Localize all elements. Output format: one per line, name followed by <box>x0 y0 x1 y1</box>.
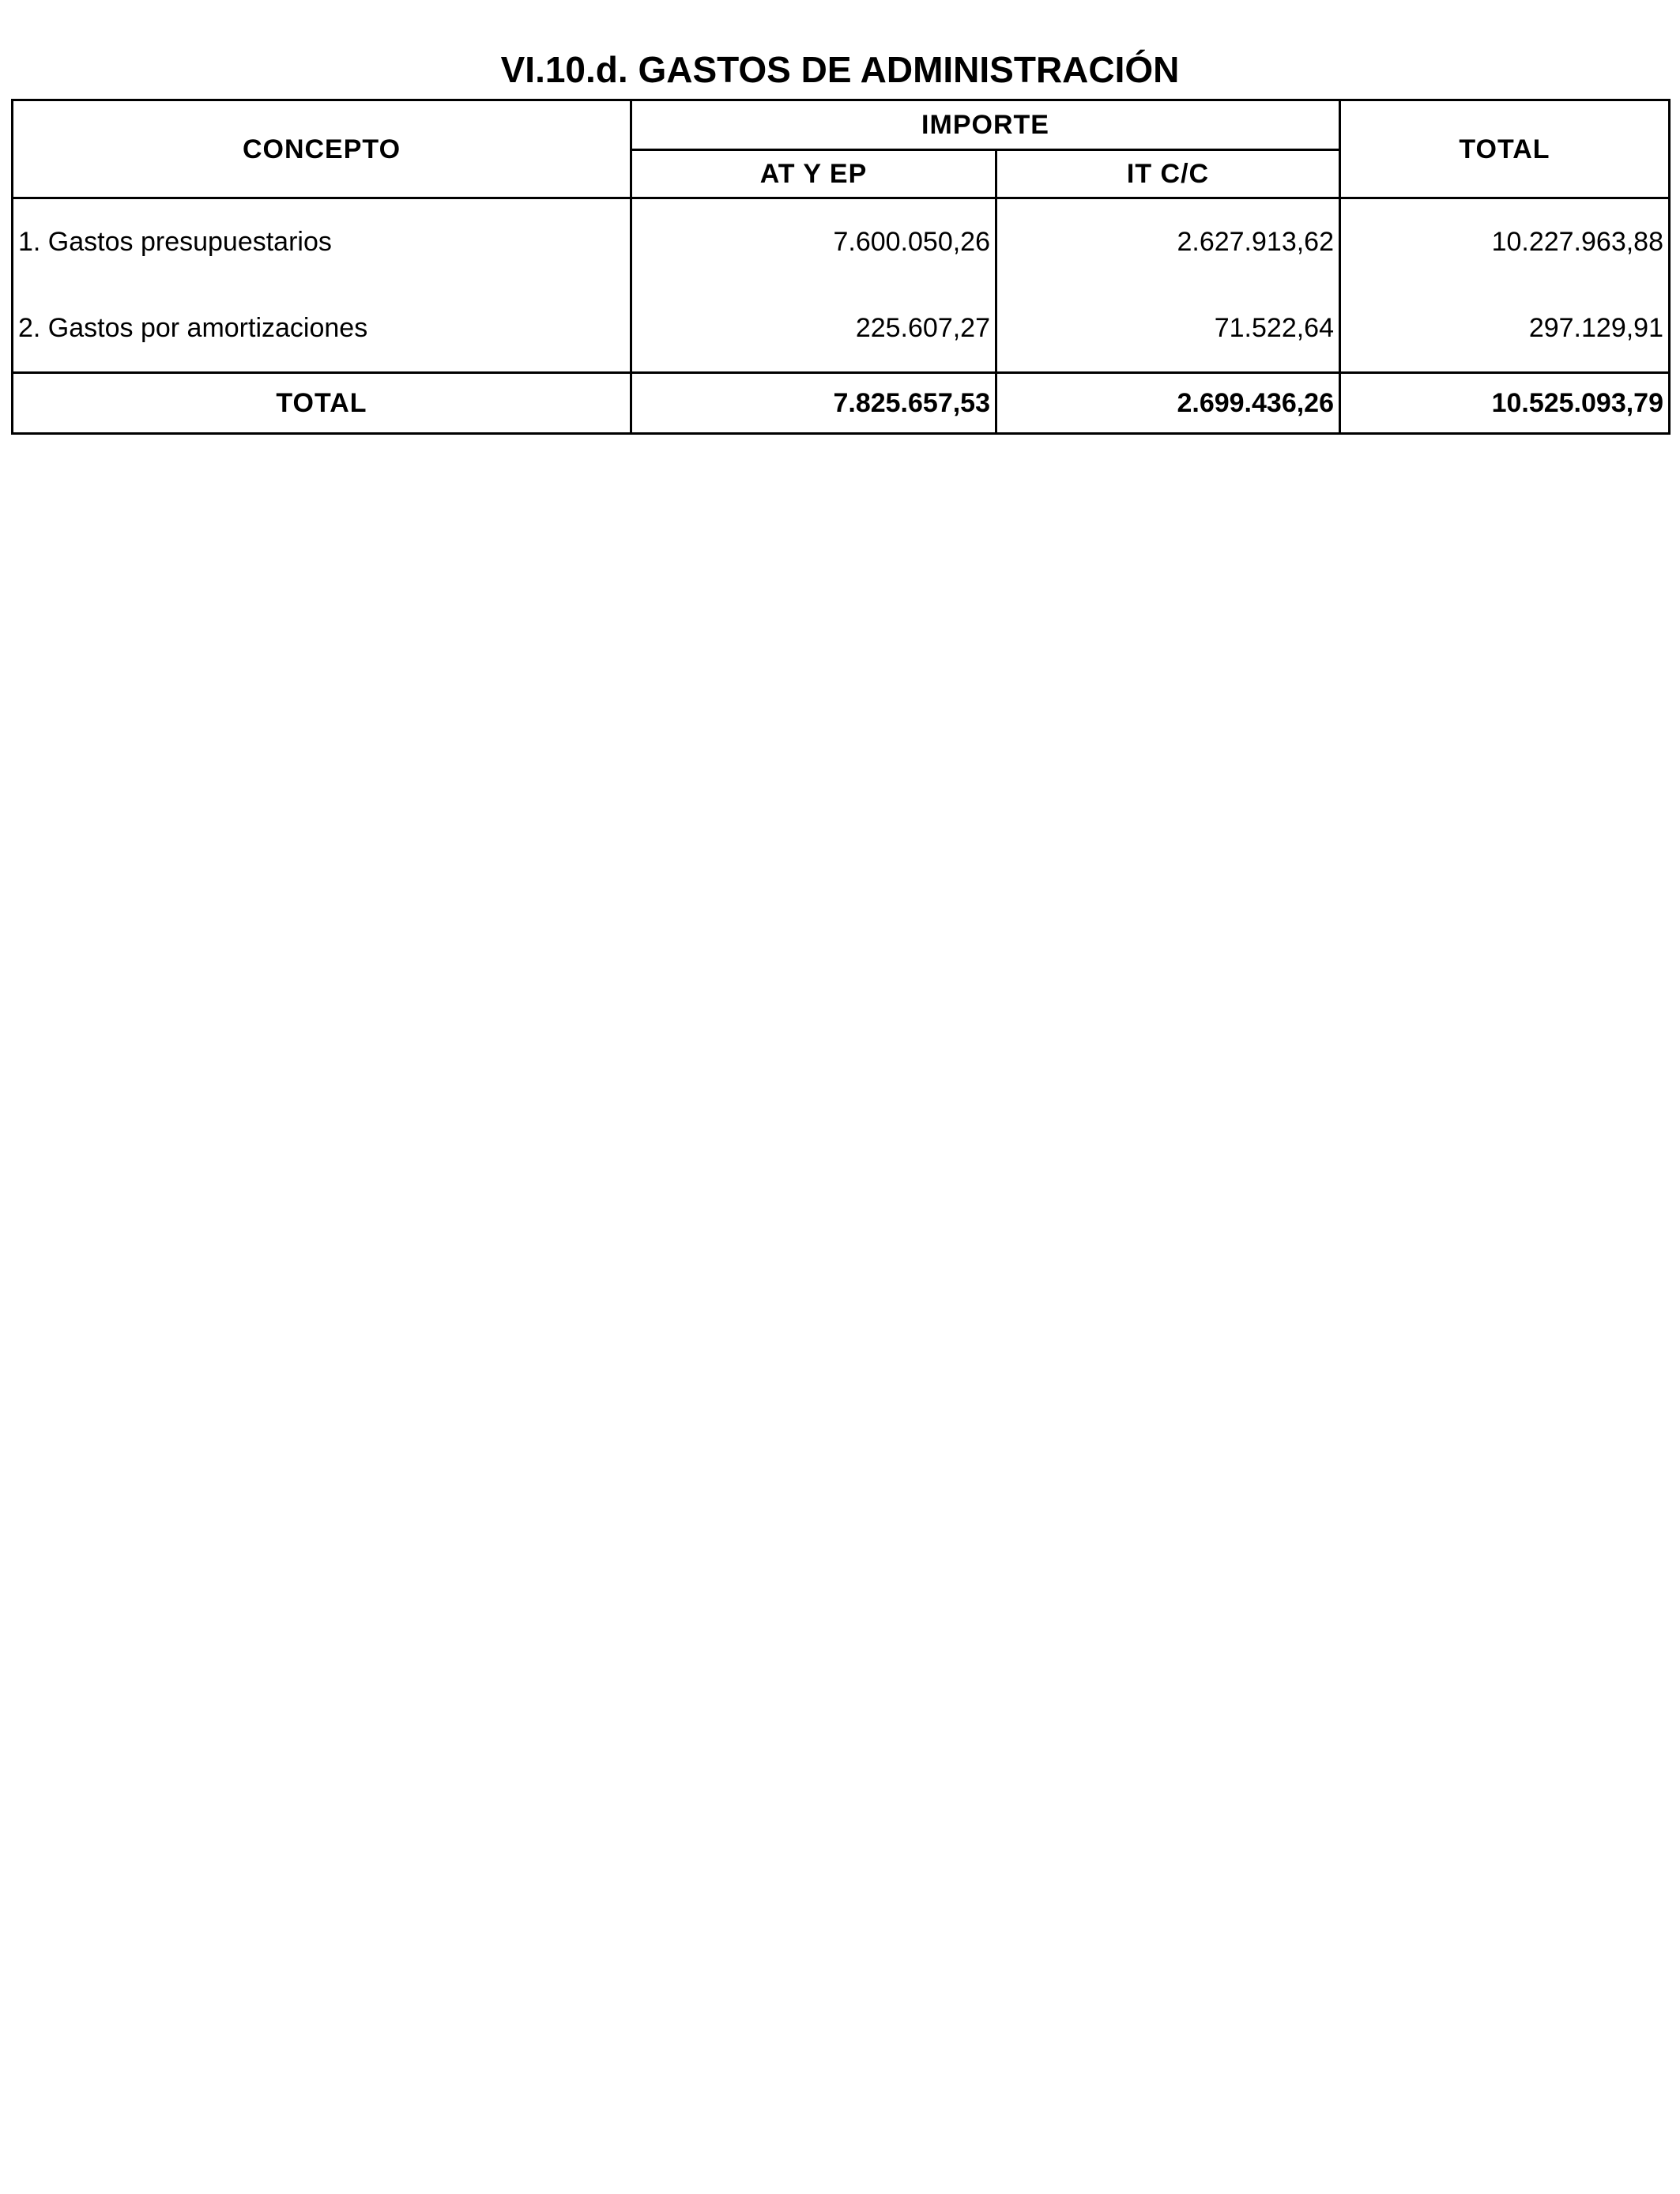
row-total: 10.227.963,88 <box>1340 198 1670 285</box>
page-title: VI.10.d. GASTOS DE ADMINISTRACIÓN <box>500 49 1180 90</box>
table-header <box>13 100 1670 198</box>
row-concepto: 2. Gastos por amortizaciones <box>13 285 631 373</box>
table-footer <box>13 373 1670 434</box>
row-at-y-ep: 225.607,27 <box>631 285 996 373</box>
header-importe: IMPORTE <box>631 100 1340 150</box>
administration-expenses-table <box>11 99 1671 435</box>
total-total: 10.525.093,79 <box>1340 373 1670 434</box>
row-concepto: 1. Gastos presupuestarios <box>13 198 631 285</box>
total-it-cc: 2.699.436,26 <box>996 373 1340 434</box>
header-total: TOTAL <box>1340 100 1670 198</box>
header-it-cc: IT C/C <box>996 150 1340 198</box>
row-at-y-ep: 7.600.050,26 <box>631 198 996 285</box>
row-total: 297.129,91 <box>1340 285 1670 373</box>
row-it-cc: 71.522,64 <box>996 285 1340 373</box>
header-row-1 <box>13 100 1670 150</box>
row-it-cc: 2.627.913,62 <box>996 198 1340 285</box>
table-body <box>13 198 1670 373</box>
total-at-y-ep: 7.825.657,53 <box>631 373 996 434</box>
header-concepto: CONCEPTO <box>13 100 631 198</box>
table-row <box>13 198 1670 285</box>
total-row <box>13 373 1670 434</box>
total-label: TOTAL <box>13 373 631 434</box>
table-row <box>13 285 1670 373</box>
header-at-y-ep: AT Y EP <box>631 150 996 198</box>
